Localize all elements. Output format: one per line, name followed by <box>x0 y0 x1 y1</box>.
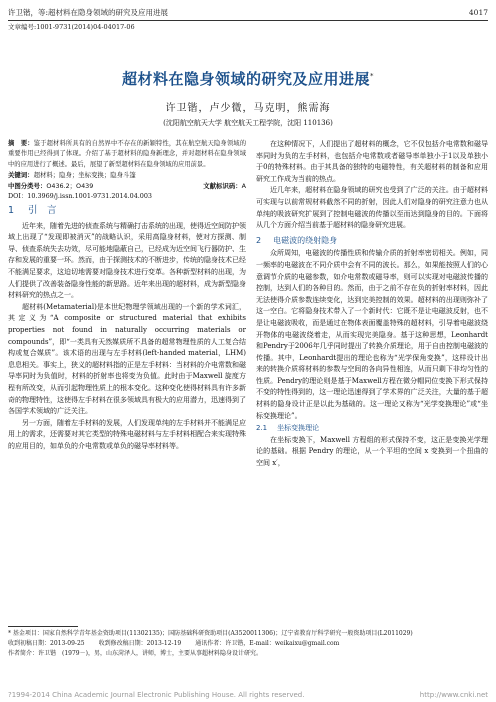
author-list: 许卫锴，卢少微，马克明，熊需海 <box>165 103 331 114</box>
section-1-paragraph: 近年来，随着先进的侦查系统与精确打击系统的出现，使得近空间防护领域上出现了“发现即被消灭”的战略认识，采用高隐身材料，使对方探测、制导、侦查系统失去功效，尽可能地隐蔽自己，已经成为近空间飞行器防护、生存和发展的重要一环。然而，由于探测技术的不断进步，传统的隐身技术已经不能满足要求，这迫切地需要对隐身技术进行变革。各种新型材料的出现，为人们提供了改善装备隐身性能的新思路。近年来出现的超材料，成为新型隐身材料研究的热点之一。 <box>8 221 246 300</box>
keywords-text: 超材料；隐身；坐标变换；隐身斗篷 <box>33 171 136 180</box>
contact-email: 通讯作者：许卫锴，E-mail：weikaixu@gmail.com <box>195 640 340 647</box>
abstract-label: 摘 要： <box>8 140 34 147</box>
clc-label: 中图分类号： <box>8 181 47 190</box>
section-2-1-number: 2.1 <box>256 424 268 433</box>
clc-value: O436.2；O439 <box>46 181 94 190</box>
section-2-title: 电磁波的绕射隐身 <box>273 235 338 245</box>
section-1-paragraph: 超材料(Metamaterial)是本世纪物理学领域出现的一个新的学术词汇，其定义为“A composite or structured material that exhibits properties not found in naturally occurring materials or compounds”，即“一类具有天然媒质所不具备的超常物理性质的人工复合结构或复合媒质”。该术语的出现与左手材料(left-handed material，LHM)息息相关。事实上，狭义的超材料指的正是左手材料：当材料的介电常数和磁导率同时为负值时，材料的折射率也将变为负值。此时由于Maxwell 旋度方程有所改变，从而引起物理性质上的根本变化。这种变化使得材料具有许多新奇的物理特性，这使得左手材料在很多领域具有极大的应用潜力，迅速得到了各国学术领域的广泛关注。 <box>8 302 246 416</box>
article-number: 文章编号:1001-9731(2014)04-04017-06 <box>8 23 135 31</box>
abstract <box>8 139 246 170</box>
intro-paragraph: 近几年来，超材料在隐身领域的研究也受到了广泛的关注。由于超材料可实现与以前常规材料截然不同的折射，因此人们对隐身的研究注意力也从单纯的吸波研究扩展到了控制电磁波的传播以至而达到隐身的目的。下面将从几个方面介绍当前基于超材料的隐身研究进展。 <box>256 186 488 230</box>
paper-title-text: 超材料在隐身领域的研究及应用进展 <box>121 70 370 88</box>
section-1-number: 1 <box>8 205 15 217</box>
keywords <box>8 170 246 180</box>
author-bio: 作者简介：许卫锴 (1979－)，男，山东菏泽人，讲师，博士，主要从事超材料隐身设计研究。 <box>8 650 262 657</box>
classification <box>8 181 246 191</box>
abstract-text: 鉴于超材料所具有的自然界中不存在的新颖特性，其在航空航天隐身领域的重要作用已经得到了体现。介绍了基于超材料的隐身新理念，并对超材料在隐身领域中的应用进行了概述。最后，展望了新型超材料在隐身领域的应用前景。 <box>8 140 247 168</box>
section-2-1-paragraph: 在坐标变换下，Maxwell 方程组的形式保持不变，这正是变换光学理论的基础。根据 Pendry 的理论，从一个平坦的空间 x 变换到一个扭曲的空间 x′， <box>256 435 488 468</box>
watermark <box>8 691 488 699</box>
running-header <box>8 3 488 21</box>
fund-note: * 基金项目：国家自然科学青年基金资助项目(11302135)；国防基础科研资助项目(A3520011306)；辽宁省教育厅科学研究一般资助项目(L2011029) <box>8 630 413 637</box>
keywords-label: 关键词： <box>8 171 34 180</box>
page-number: 4017 <box>468 7 488 17</box>
running-title: 许卫锴，等:超材料在隐身领域的研究及应用进展 <box>8 7 169 17</box>
right-column <box>256 139 488 470</box>
code-label: 文献标识码： <box>203 181 242 190</box>
affiliation: (沈阳航空航天大学 航空航天工程学院，沈阳 110136) <box>163 119 333 127</box>
revised-date: 收到修改稿日期：2013-12-19 <box>98 640 182 647</box>
footnote <box>8 629 488 659</box>
section-1-heading <box>8 205 246 217</box>
dates-row <box>8 639 488 649</box>
doi: DOI：10.3969/j.issn.1001-9731.2014.04.003 <box>8 192 152 201</box>
received-date: 收到初稿日期：2013-09-25 <box>8 640 85 647</box>
section-1-title: 引 言 <box>28 205 57 217</box>
section-2-1-title: 坐标变换理论 <box>277 424 320 433</box>
section-2-number: 2 <box>256 235 262 245</box>
footnote-rule <box>8 626 78 627</box>
section-2-paragraph: 众所周知，电磁波的传播性质和传输介质的折射率密切相关。例如，同一频率的电磁波在不同介质中会有不同的波长。那么，如果能按照人们的心意调节介质的电磁参数，如介电常数或磁导率，则可以实现对电磁波传播的控制，达到人们的各种目的。然而，由于之前不存在负的折射率材料，因此无法使得介质参数连续变化，达到完美控制的效果。超材料的出现则弥补了这一空白。它将隐身技术带入了一个新时代：它既不是让电磁波反射，也不是让电磁波吸收，而是通过在物体表面覆盖特殊的超材料，引导着电磁波绕开物体的电磁波绕着走，从而实现完美隐身。基于这种思想，Leonhardt和Pendry于2006年几乎同时提出了转换介质理论，用于自由控制电磁波的传播。其中，Leonhardt提出的理论也称为“光学保角变换”，这样设计出来的转换介质将材料的参数与空间的各向异性相连，从而只剩下非均匀性的性质。Pendry的理论则是基于Maxwell方程在微分帽同位变换下形式保持不变的特性得到的，这一理论迅速得到了学术界的广泛关注，大量的基于超材料的隐身设计正是以此为基础的。这一理论又称为“光学变换理论”或“坐标变换理论”。 <box>256 249 488 420</box>
code-value: A <box>241 181 246 190</box>
left-column <box>8 139 246 453</box>
section-1-paragraph: 另一方面，随着左手材料的发展，人们发现单纯的左手材料并不能满足应用上的需求，还需要对其它类型的特殊电磁材料与左手材料相配合来实现特殊的应用目的，如单负的介电常数或单负的磁导率材料等。 <box>8 418 246 450</box>
section-2-1-heading <box>256 423 488 435</box>
section-2-heading <box>256 235 488 247</box>
watermark-copyright: ?1994-2014 China Academic Journal Electronic Publishing House. All rights reserved. <box>8 691 305 699</box>
title-footnote-mark: * <box>370 72 374 80</box>
intro-paragraph: 在这种情况下，人们提出了超材料的概念，它不仅包括介电常数和磁导率同时为负的左手材料，也包括介电常数或者磁导率单独小于1以及单独小于0的特殊材料。由于其具备的独特的电磁特性，有关超材料的制备和应用研究工作成为当前的热点。 <box>256 140 488 183</box>
watermark-url: http://www.cnki.net <box>419 691 488 699</box>
paper-title <box>0 68 496 89</box>
header-rule <box>8 20 488 21</box>
